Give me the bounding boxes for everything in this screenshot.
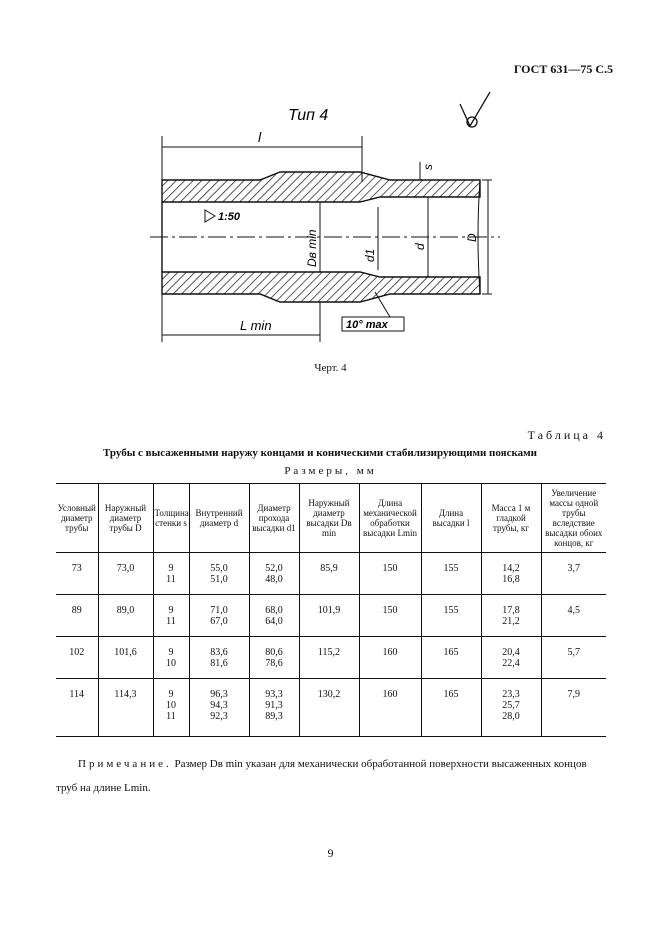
note-label: Примечание. xyxy=(78,758,172,770)
roughness-icon xyxy=(460,92,490,127)
cell: 68,0 64,0 xyxy=(249,595,299,637)
cell: 9 11 xyxy=(153,553,189,595)
cell: 5,7 xyxy=(541,637,606,679)
table-row xyxy=(56,637,606,679)
cell: 101,6 xyxy=(98,637,153,679)
cell: 150 xyxy=(359,595,421,637)
col-header: Условный диаметр трубы xyxy=(56,484,98,553)
cell: 101,9 xyxy=(299,595,359,637)
cell: 155 xyxy=(421,553,481,595)
cell: 160 xyxy=(359,679,421,737)
col-header: Наружный диаметр высадки Dв min xyxy=(299,484,359,553)
cell: 85,9 xyxy=(299,553,359,595)
pipe-drawing xyxy=(120,92,540,354)
cell: 150 xyxy=(359,553,421,595)
units-label: Размеры, мм xyxy=(284,465,377,477)
cell: 17,8 21,2 xyxy=(481,595,541,637)
page-number: 9 xyxy=(327,846,334,860)
table-note xyxy=(56,752,606,800)
cell: 93,3 91,3 89,3 xyxy=(249,679,299,737)
data-table xyxy=(56,483,606,737)
dim-lmin: L min xyxy=(240,318,272,333)
col-header: Внутренний диаметр d xyxy=(189,484,249,553)
dim-l: l xyxy=(258,129,262,145)
cell: 14,2 16,8 xyxy=(481,553,541,595)
cell: 165 xyxy=(421,637,481,679)
table-row xyxy=(56,595,606,637)
cell: 55,0 51,0 xyxy=(189,553,249,595)
dim-dbmin: Dв min xyxy=(305,229,319,267)
cell: 52,0 48,0 xyxy=(249,553,299,595)
table-number: Таблица 4 xyxy=(527,428,606,442)
cell: 160 xyxy=(359,637,421,679)
figure-caption: Черт. 4 xyxy=(314,362,347,374)
col-header: Длина высадки l xyxy=(421,484,481,553)
cell: 83,6 81,6 xyxy=(189,637,249,679)
table-title: Трубы с высаженными наружу концами и коническими стабилизирующими поясками xyxy=(102,447,538,459)
cell: 89 xyxy=(56,595,98,637)
cell: 130,2 xyxy=(299,679,359,737)
dim-d1: d1 xyxy=(363,248,377,262)
col-header: Увеличение массы одной трубы вследствие высадки обоих концов, кг xyxy=(541,484,606,553)
cell: 20,4 22,4 xyxy=(481,637,541,679)
cell: 71,0 67,0 xyxy=(189,595,249,637)
cell: 73 xyxy=(71,563,82,574)
cell: 4,5 xyxy=(541,595,606,637)
cell: 115,2 xyxy=(299,637,359,679)
col-header: Наружный диаметр трубы D xyxy=(98,484,153,553)
cell: 9 11 xyxy=(153,595,189,637)
col-header: Диаметр прохода высадки d1 xyxy=(249,484,299,553)
table-row xyxy=(56,679,606,737)
cell: 23,3 25,7 28,0 xyxy=(481,679,541,737)
cell: 114,3 xyxy=(98,679,153,737)
col-header: Длина механической обработки высадки Lmin xyxy=(359,484,421,553)
table-header-row xyxy=(56,484,606,553)
cell: 165 xyxy=(421,679,481,737)
note-text: Размер Dв min указан для механически обработанной поверхности высаженных концов труб на длине Lmin. xyxy=(56,758,587,794)
dim-s: s xyxy=(421,164,435,170)
cell: 102 xyxy=(56,637,98,679)
cell: 96,3 94,3 92,3 xyxy=(189,679,249,737)
cell: 7,9 xyxy=(541,679,606,737)
cell: 9 10 xyxy=(153,637,189,679)
cell: 155 xyxy=(421,595,481,637)
table-row xyxy=(56,553,606,595)
cell: 89,0 xyxy=(98,595,153,637)
document-header: ГОСТ 631—75 С.5 xyxy=(513,62,613,76)
type-label: Тип 4 xyxy=(288,107,329,124)
col-header: Масса 1 м гладкой трубы, кг xyxy=(481,484,541,553)
cell: 114 xyxy=(56,679,98,737)
angle-label: 10° max xyxy=(346,319,388,331)
col-header: Толщина стенки s xyxy=(153,484,189,553)
cell: 3,7 xyxy=(541,553,606,595)
cell: 80,6 78,6 xyxy=(249,637,299,679)
dim-d: d xyxy=(413,243,427,250)
cell: 9 10 11 xyxy=(153,679,189,737)
dim-D: D xyxy=(465,233,479,242)
taper-label: 1:50 xyxy=(218,211,241,223)
cell: 73,0 xyxy=(98,553,153,595)
